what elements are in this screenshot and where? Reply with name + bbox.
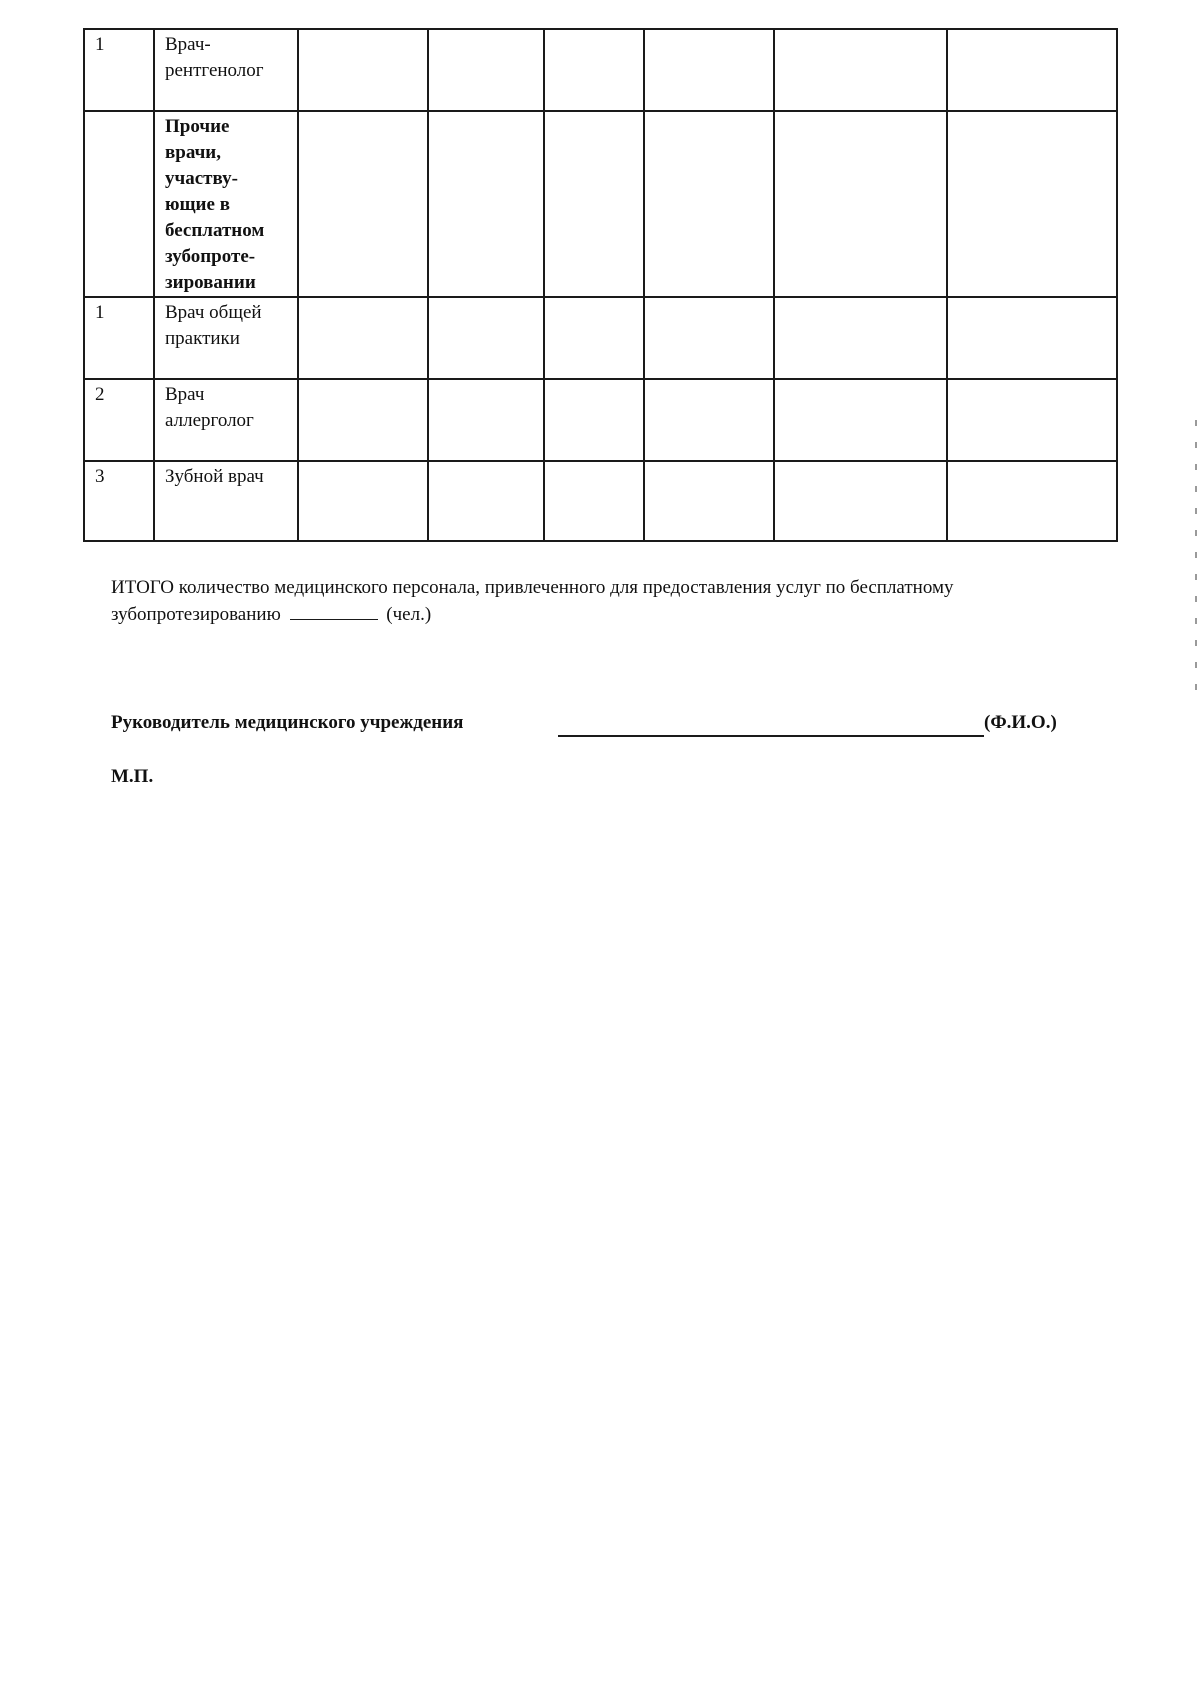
total-staff-statement bbox=[111, 575, 1121, 628]
row-number: 2 bbox=[84, 379, 154, 461]
group-name-line: Прочие bbox=[165, 116, 230, 137]
empty-cell[interactable] bbox=[428, 379, 544, 461]
empty-cell[interactable] bbox=[544, 29, 644, 111]
row-number bbox=[84, 111, 154, 297]
fio-label: (Ф.И.О.) bbox=[984, 712, 1057, 733]
total-count-blank[interactable] bbox=[290, 601, 378, 620]
empty-cell[interactable] bbox=[947, 297, 1117, 379]
row-number: 3 bbox=[84, 461, 154, 541]
empty-cell[interactable] bbox=[544, 379, 644, 461]
position-name: Врач аллерголог bbox=[154, 379, 298, 461]
position-name: Врач общей практики bbox=[154, 297, 298, 379]
empty-cell[interactable] bbox=[544, 111, 644, 297]
empty-cell[interactable] bbox=[544, 461, 644, 541]
empty-cell[interactable] bbox=[298, 111, 428, 297]
empty-cell[interactable] bbox=[644, 379, 774, 461]
group-name-line: бесплатном bbox=[165, 220, 265, 241]
position-name: Врач-рентгенолог bbox=[154, 29, 298, 111]
empty-cell[interactable] bbox=[774, 297, 947, 379]
staff-table bbox=[83, 28, 1118, 542]
empty-cell[interactable] bbox=[428, 111, 544, 297]
empty-cell[interactable] bbox=[947, 379, 1117, 461]
group-name-line: зировании bbox=[165, 272, 256, 293]
empty-cell[interactable] bbox=[774, 379, 947, 461]
group-name-line: врачи, bbox=[165, 142, 221, 163]
empty-cell[interactable] bbox=[644, 111, 774, 297]
group-name-line: зубопроте- bbox=[165, 246, 256, 267]
empty-cell[interactable] bbox=[298, 297, 428, 379]
empty-cell[interactable] bbox=[298, 461, 428, 541]
table-row bbox=[84, 297, 1117, 379]
total-statement-text: ИТОГО количество медицинского персонала, привлеченного для предоставления услуг по бесплатному зубопротезированию bbox=[111, 577, 954, 625]
empty-cell[interactable] bbox=[428, 461, 544, 541]
empty-cell[interactable] bbox=[947, 111, 1117, 297]
empty-cell[interactable] bbox=[774, 461, 947, 541]
row-number: 1 bbox=[84, 297, 154, 379]
empty-cell[interactable] bbox=[644, 297, 774, 379]
empty-cell[interactable] bbox=[947, 461, 1117, 541]
table-row bbox=[84, 111, 1117, 297]
empty-cell[interactable] bbox=[947, 29, 1117, 111]
total-unit: (чел.) bbox=[386, 604, 432, 625]
empty-cell[interactable] bbox=[774, 111, 947, 297]
empty-cell[interactable] bbox=[428, 29, 544, 111]
table-row bbox=[84, 29, 1117, 111]
empty-cell[interactable] bbox=[298, 29, 428, 111]
empty-cell[interactable] bbox=[774, 29, 947, 111]
position-name: Зубной врач bbox=[154, 461, 298, 541]
scan-edge-mark bbox=[1195, 420, 1197, 700]
row-number: 1 bbox=[84, 29, 154, 111]
empty-cell[interactable] bbox=[544, 297, 644, 379]
empty-cell[interactable] bbox=[644, 29, 774, 111]
position-group-name bbox=[154, 111, 298, 297]
empty-cell[interactable] bbox=[428, 297, 544, 379]
head-of-institution-label: Руководитель медицинского учреждения bbox=[111, 712, 464, 733]
signature-line[interactable] bbox=[558, 735, 984, 737]
table-row bbox=[84, 379, 1117, 461]
table-row bbox=[84, 461, 1117, 541]
empty-cell[interactable] bbox=[298, 379, 428, 461]
group-name-line: ющие в bbox=[165, 194, 230, 215]
group-name-line: участву- bbox=[165, 168, 238, 189]
stamp-label: М.П. bbox=[111, 766, 154, 787]
empty-cell[interactable] bbox=[644, 461, 774, 541]
